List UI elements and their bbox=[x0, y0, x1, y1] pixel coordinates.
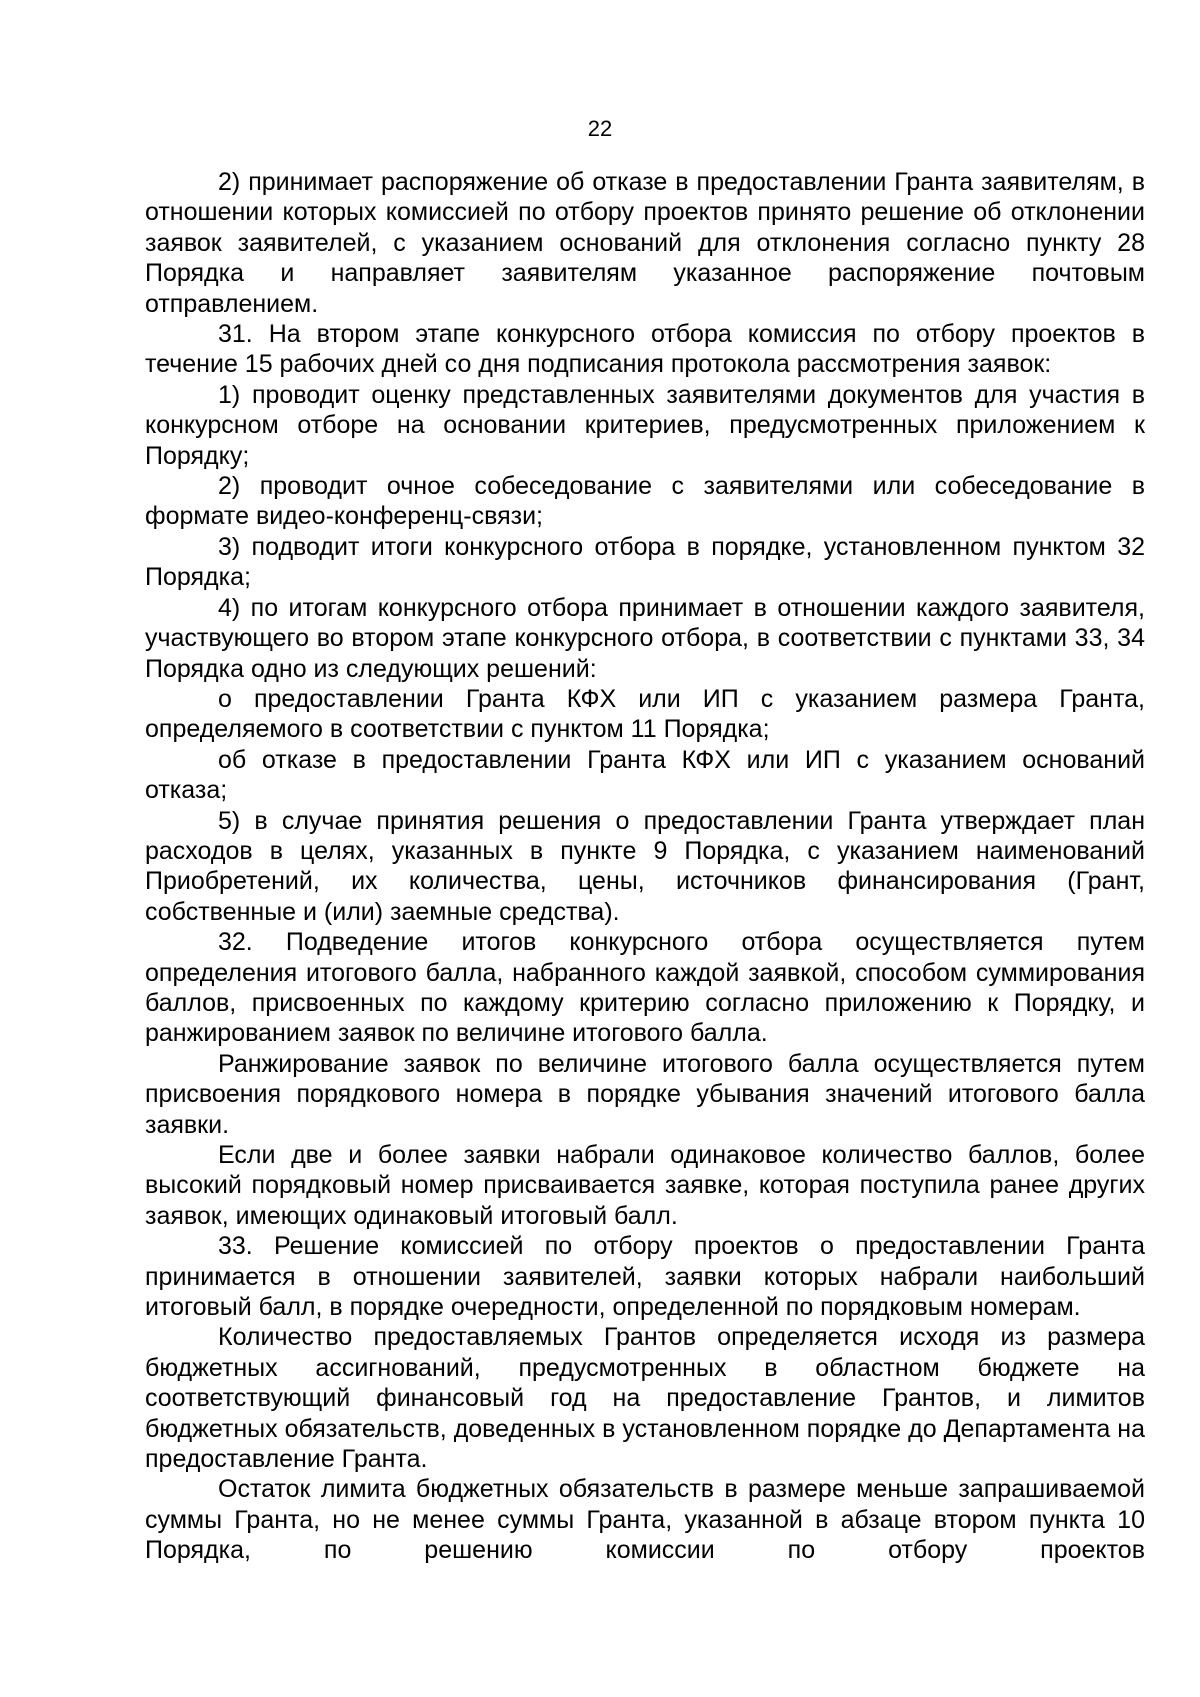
paragraph-limit-remainder: Остаток лимита бюджетных обязательств в размере меньше запрашиваемой суммы Гранта, но не менее суммы Гранта, указанной в абзаце втором пункта 10 Порядка, по решению комиссии по отбору проектов bbox=[145, 1475, 1145, 1565]
paragraph-clause-31: 31. На втором этапе конкурсного отбора комиссия по отбору проектов в течение 15 рабочих дней со дня подписания протокола рассмотрения заявок: bbox=[145, 320, 1145, 379]
document-body bbox=[145, 167, 1145, 1566]
paragraph-decision-grant: о предоставлении Гранта КФХ или ИП с указанием размера Гранта, определяемого в соответствии с пунктом 11 Порядка; bbox=[145, 684, 1145, 744]
paragraph-clause-32: 32. Подведение итогов конкурсного отбора осуществляется путем определения итогового балла, набранного каждой заявкой, способом суммирования баллов, присвоенных по каждому критерию согласно приложению к Порядку, и ранжированием заявок по величине итогового балла. bbox=[145, 928, 1145, 1048]
paragraph-clause-33: 33. Решение комиссией по отбору проектов о предоставлении Гранта принимается в отношении заявителей, заявки которых набрали наибольший итоговый балл, в порядке очередности, определенной по порядковым номерам. bbox=[145, 1232, 1145, 1322]
page-number: 22 bbox=[587, 116, 613, 141]
paragraph-grant-count: Количество предоставляемых Грантов определяется исходя из размера бюджетных ассигнований, предусмотренных в областном бюджете на соответствующий финансовый год на предоставление Грантов, и лимитов бюджетных обязательств, доведенных в установленном порядке до Департамента на предоставление Гранта. bbox=[145, 1323, 1145, 1474]
paragraph-clause-31-item-5: 5) в случае принятия решения о предоставлении Гранта утверждает план расходов в целях, указанных в пункте 9 Порядка, с указанием наименований Приобретений, их количества, цены, источников финансирования (Грант, собственные и (или) заемные средства). bbox=[145, 806, 1145, 926]
paragraph-item-2-refusal-order: 2) принимает распоряжение об отказе в предоставлении Гранта заявителям, в отношении которых комиссией по отбору проектов принято решение об отклонении заявок заявителей, с указанием оснований для отклонения согласно пункту 28 Порядка и направляет заявителям указанное распоряжение почтовым отправлением. bbox=[145, 168, 1145, 318]
paragraph-equal-scores: Если две и более заявки набрали одинаковое количество баллов, более высокий порядковый номер присваивается заявке, которая поступила ранее других заявок, имеющих одинаковый итоговый балл. bbox=[145, 1141, 1145, 1230]
paragraph-clause-31-item-1: 1) проводит оценку представленных заявителями документов для участия в конкурсном отборе на основании критериев, предусмотренных приложением к Порядку; bbox=[145, 380, 1145, 470]
paragraph-ranking: Ранжирование заявок по величине итогового балла осуществляется путем присвоения порядкового номера в порядке убывания значений итогового балла заявки. bbox=[145, 1049, 1145, 1139]
paragraph-clause-31-item-4: 4) по итогам конкурсного отбора принимает в отношении каждого заявителя, участвующего во втором этапе конкурсного отбора, в соответствии с пунктами 33, 34 Порядка одно из следующих решений: bbox=[145, 593, 1145, 683]
paragraph-clause-31-item-3: 3) подводит итоги конкурсного отбора в порядке, установленном пунктом 32 Порядка; bbox=[145, 532, 1145, 592]
paragraph-clause-31-item-2: 2) проводит очное собеседование с заявителями или собеседование в формате видео-конференц-связи; bbox=[145, 472, 1145, 531]
paragraph-decision-refusal: об отказе в предоставлении Гранта КФХ или ИП с указанием оснований отказа; bbox=[145, 745, 1145, 805]
